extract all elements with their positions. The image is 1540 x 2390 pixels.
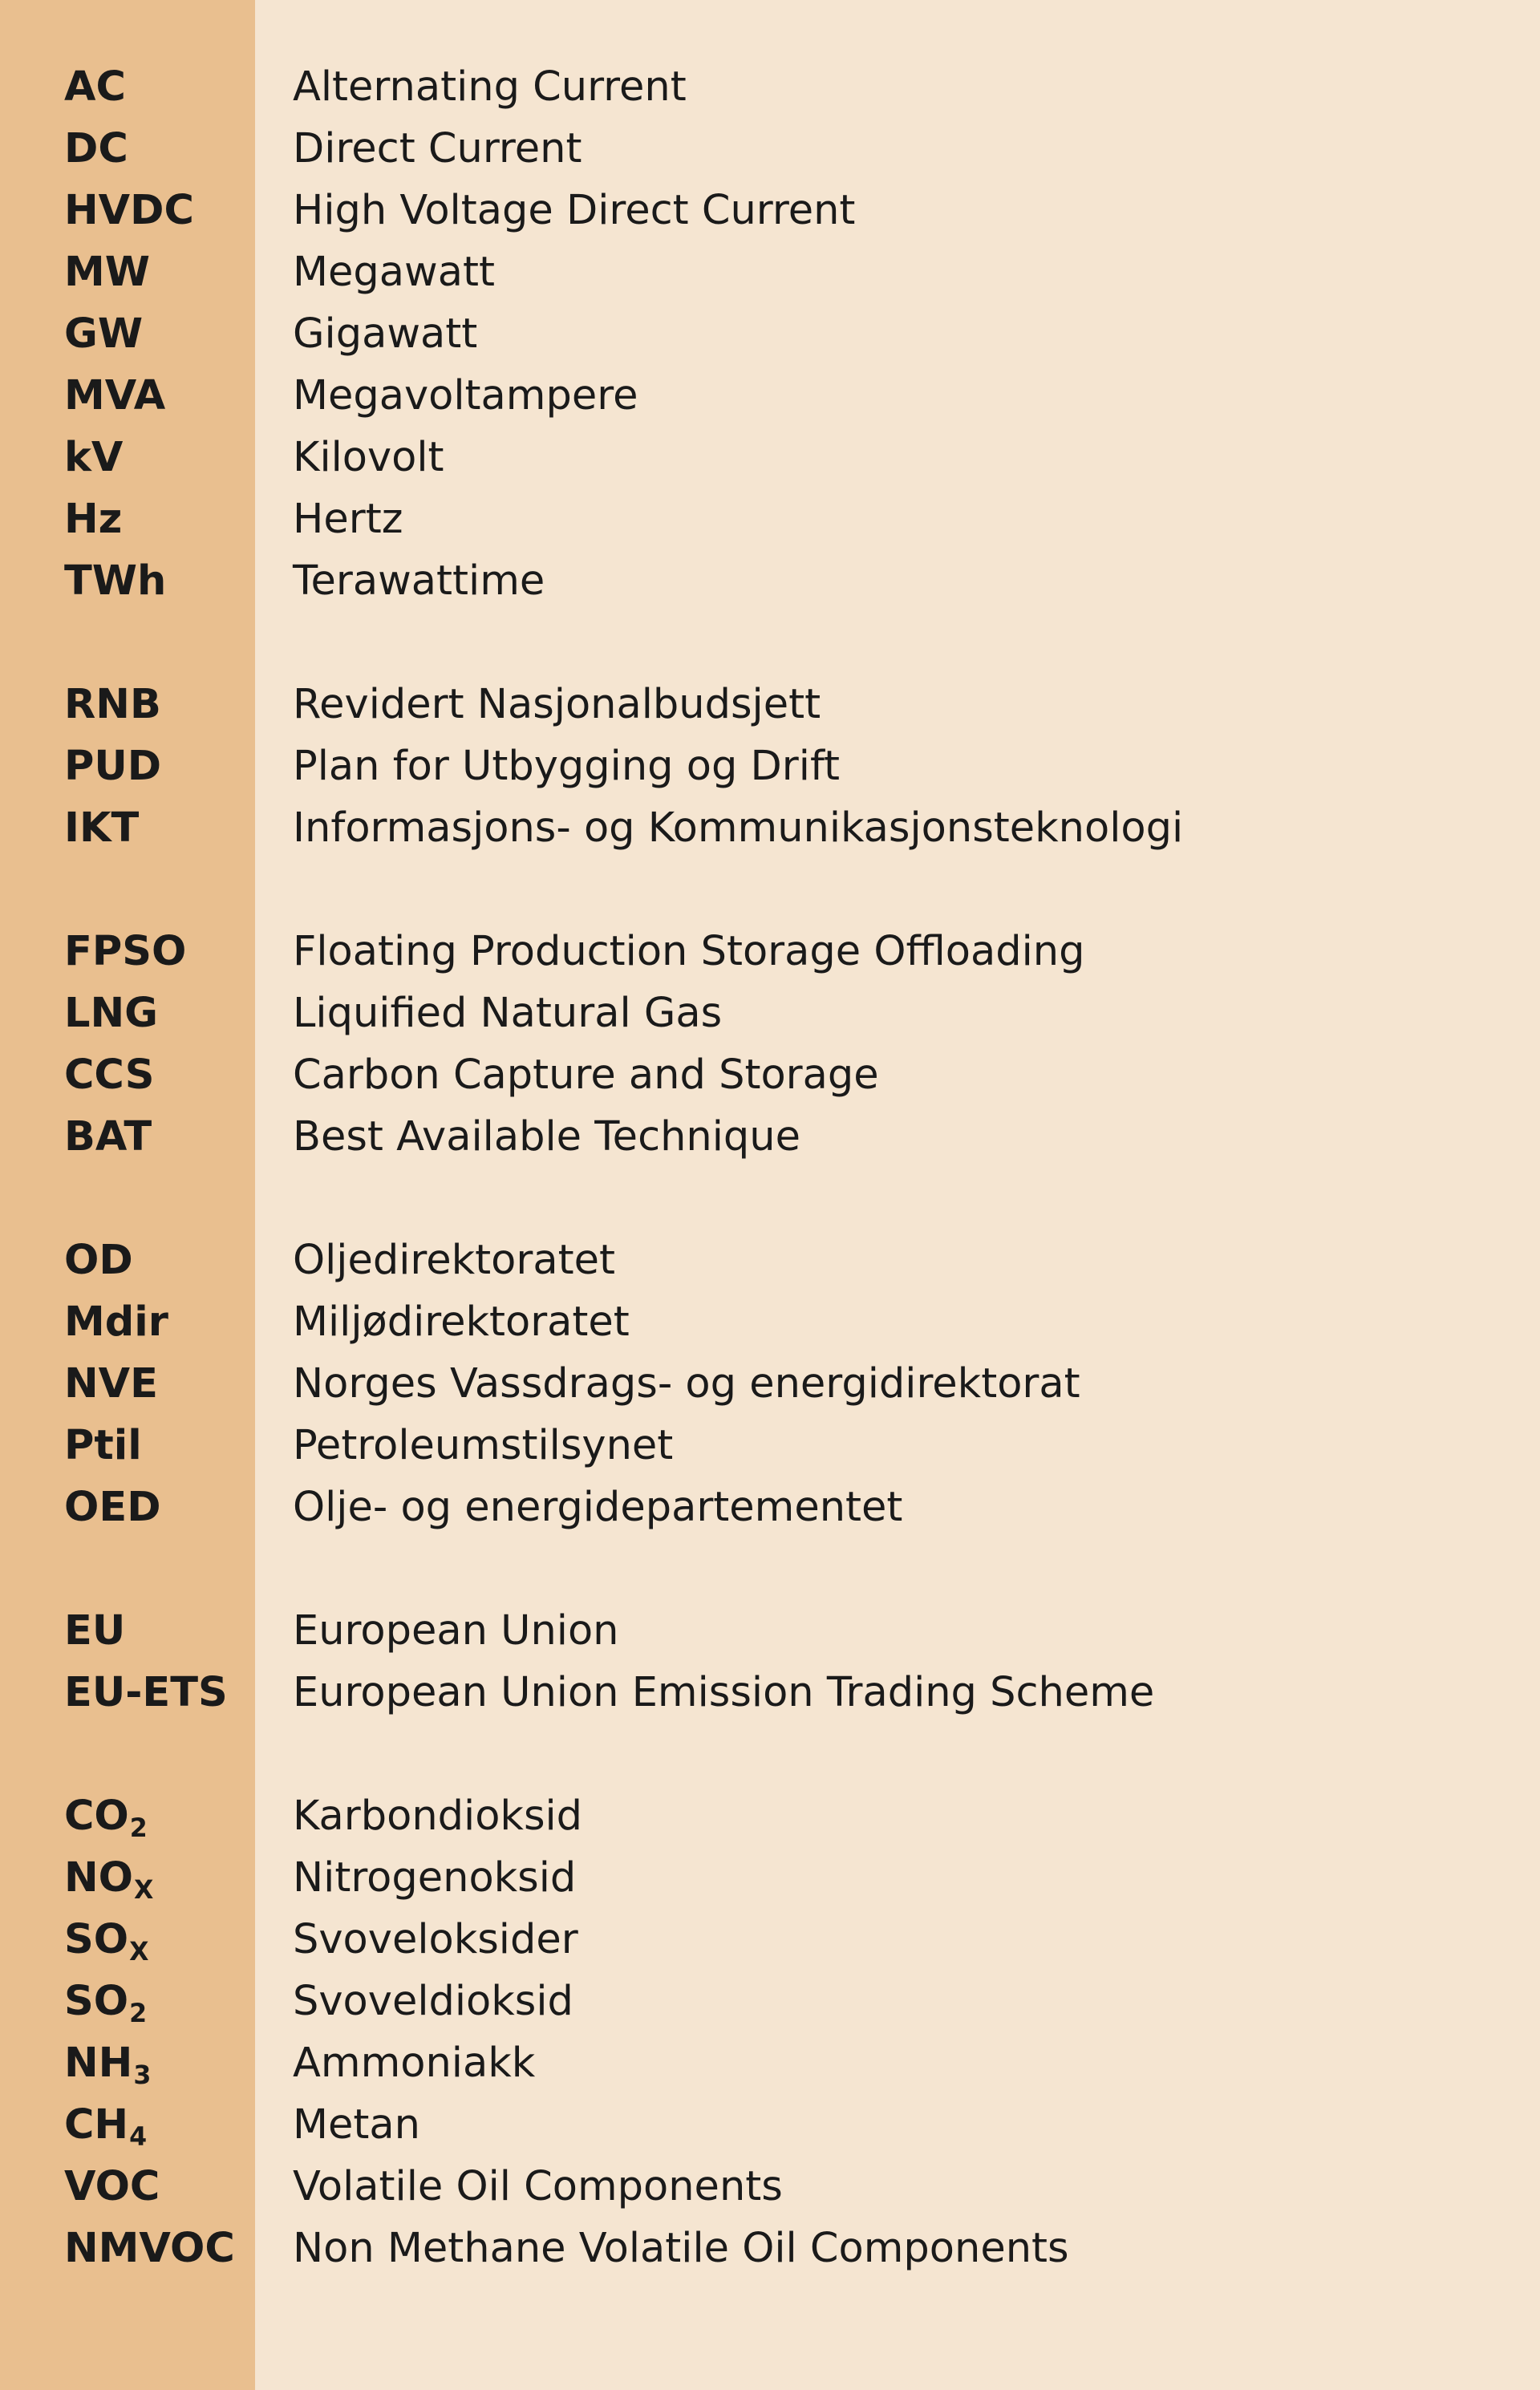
abbreviation	[64, 303, 249, 365]
glossary-entry	[0, 1971, 1540, 2032]
abbreviation	[64, 1600, 249, 1662]
abbreviation-definition: Floating Production Storage Offloading	[293, 928, 1085, 975]
abbreviation-subscript: 2	[129, 1999, 148, 2028]
abbreviation	[64, 1847, 249, 1914]
abbreviation-text: SO	[64, 1916, 129, 1963]
abbreviation-definition: Alternating Current	[293, 63, 687, 111]
abbreviation-text: Ptil	[64, 1422, 142, 1469]
abbreviation-definition: Non Methane Volatile Oil Components	[293, 2225, 1069, 2272]
abbreviation-definition: Nitrogenoksid	[293, 1854, 577, 1902]
abbreviation-definition: Olje- og energidepartementet	[293, 1484, 903, 1531]
abbreviation-text: IKT	[64, 804, 140, 852]
abbreviation	[64, 982, 249, 1044]
abbreviation-text: BAT	[64, 1113, 152, 1161]
glossary-entry	[0, 1106, 1540, 1168]
abbreviation	[64, 2094, 249, 2161]
abbreviation-text: MW	[64, 249, 151, 296]
abbreviation-definition: Liquified Natural Gas	[293, 990, 723, 1037]
abbreviation	[64, 2032, 249, 2100]
abbreviation-glossary	[0, 56, 1540, 2341]
abbreviation	[64, 1415, 249, 1477]
abbreviation-definition: Informasjons- og Kommunikasjonsteknologi	[293, 804, 1184, 852]
abbreviation-text: NO	[64, 1854, 134, 1902]
abbreviation-text: kV	[64, 434, 124, 481]
abbreviation	[64, 550, 249, 612]
abbreviation-subscript: X	[129, 1937, 149, 1967]
abbreviation	[64, 1785, 249, 1853]
glossary-group	[0, 56, 1540, 612]
abbreviation-definition: Gigawatt	[293, 310, 478, 358]
glossary-entry	[0, 982, 1540, 1044]
abbreviation	[64, 2218, 249, 2279]
abbreviation	[64, 56, 249, 118]
abbreviation-definition: Petroleumstilsynet	[293, 1422, 674, 1469]
glossary-entry	[0, 797, 1540, 859]
abbreviation	[64, 1291, 249, 1353]
abbreviation-text: RNB	[64, 681, 161, 728]
abbreviation-text: EU-ETS	[64, 1669, 228, 1716]
glossary-entry	[0, 735, 1540, 797]
abbreviation	[64, 1477, 249, 1538]
abbreviation	[64, 488, 249, 550]
abbreviation-subscript: X	[134, 1875, 154, 1905]
abbreviation-definition: Megawatt	[293, 249, 495, 296]
glossary-entry	[0, 1909, 1540, 1971]
abbreviation	[64, 118, 249, 180]
abbreviation-definition: Karbondioksid	[293, 1792, 583, 1840]
abbreviation-subscript: 3	[133, 2060, 152, 2090]
abbreviation-text: DC	[64, 125, 128, 172]
abbreviation-definition: Kilovolt	[293, 434, 444, 481]
glossary-entry	[0, 2032, 1540, 2094]
abbreviation-text: CCS	[64, 1051, 155, 1099]
abbreviation-definition: Svoveldioksid	[293, 1978, 573, 2025]
abbreviation-text: TWh	[64, 557, 167, 605]
abbreviation-subscript: 4	[129, 2122, 148, 2152]
glossary-group	[0, 921, 1540, 1168]
abbreviation	[64, 1229, 249, 1291]
abbreviation-definition: Miljødirektoratet	[293, 1298, 630, 1346]
glossary-entry	[0, 674, 1540, 735]
abbreviation-text: NH	[64, 2040, 133, 2087]
abbreviation-text: EU	[64, 1607, 126, 1655]
glossary-entry	[0, 488, 1540, 550]
abbreviation	[64, 921, 249, 982]
abbreviation	[64, 180, 249, 241]
abbreviation-definition: Revidert Nasjonalbudsjett	[293, 681, 821, 728]
abbreviation	[64, 1044, 249, 1106]
glossary-entry	[0, 1847, 1540, 1909]
glossary-entry	[0, 1662, 1540, 1724]
glossary-entry	[0, 2156, 1540, 2218]
abbreviation	[64, 1971, 249, 2038]
glossary-entry	[0, 1229, 1540, 1291]
abbreviation-text: AC	[64, 63, 126, 111]
abbreviation-definition: Svoveloksider	[293, 1916, 578, 1963]
glossary-group	[0, 674, 1540, 859]
glossary-entry	[0, 1353, 1540, 1415]
glossary-entry	[0, 427, 1540, 488]
abbreviation	[64, 1106, 249, 1168]
abbreviation-text: MVA	[64, 372, 166, 419]
glossary-entry	[0, 118, 1540, 180]
abbreviation-text: GW	[64, 310, 144, 358]
abbreviation	[64, 241, 249, 303]
glossary-entry	[0, 2218, 1540, 2279]
abbreviation	[64, 2156, 249, 2218]
glossary-group	[0, 1785, 1540, 2279]
glossary-entry	[0, 2094, 1540, 2156]
abbreviation-text: CH	[64, 2101, 129, 2149]
abbreviation-definition: Carbon Capture and Storage	[293, 1051, 879, 1099]
glossary-entry	[0, 1785, 1540, 1847]
glossary-entry	[0, 180, 1540, 241]
glossary-entry	[0, 550, 1540, 612]
abbreviation-text: CO	[64, 1792, 129, 1840]
abbreviation-text: VOC	[64, 2163, 160, 2210]
abbreviation-definition: Volatile Oil Components	[293, 2163, 783, 2210]
abbreviation-text: OED	[64, 1484, 161, 1531]
abbreviation-subscript: 2	[129, 1813, 148, 1843]
abbreviation	[64, 797, 249, 859]
glossary-entry	[0, 1291, 1540, 1353]
abbreviation-text: NMVOC	[64, 2225, 235, 2272]
abbreviation	[64, 674, 249, 735]
abbreviation	[64, 1353, 249, 1415]
abbreviation-text: OD	[64, 1237, 133, 1284]
abbreviation-definition: Ammoniakk	[293, 2040, 536, 2087]
abbreviation-text: NVE	[64, 1360, 158, 1408]
glossary-group	[0, 1229, 1540, 1538]
abbreviation-text: Hz	[64, 496, 123, 543]
glossary-entry	[0, 1600, 1540, 1662]
abbreviation-definition: Hertz	[293, 496, 403, 543]
glossary-entry	[0, 1415, 1540, 1477]
abbreviation-definition: European Union Emission Trading Scheme	[293, 1669, 1155, 1716]
glossary-group	[0, 1600, 1540, 1724]
abbreviation-definition: Best Available Technique	[293, 1113, 800, 1161]
abbreviation-definition: European Union	[293, 1607, 619, 1655]
abbreviation-text: PUD	[64, 743, 162, 790]
abbreviation-definition: Metan	[293, 2101, 420, 2149]
glossary-entry	[0, 56, 1540, 118]
abbreviation-text: SO	[64, 1978, 129, 2025]
abbreviation-text: Mdir	[64, 1298, 168, 1346]
abbreviation	[64, 1662, 249, 1724]
glossary-entry	[0, 303, 1540, 365]
abbreviation	[64, 1909, 249, 1976]
abbreviation	[64, 365, 249, 427]
abbreviation-definition: Direct Current	[293, 125, 582, 172]
abbreviation-definition: Oljedirektoratet	[293, 1237, 615, 1284]
glossary-entry	[0, 921, 1540, 982]
abbreviation	[64, 427, 249, 488]
glossary-entry	[0, 1477, 1540, 1538]
abbreviation	[64, 735, 249, 797]
abbreviation-definition: Norges Vassdrags- og energidirektorat	[293, 1360, 1080, 1408]
glossary-entry	[0, 365, 1540, 427]
glossary-entry	[0, 241, 1540, 303]
abbreviation-definition: Terawattime	[293, 557, 545, 605]
abbreviation-definition: Plan for Utbygging og Drift	[293, 743, 841, 790]
abbreviation-definition: High Voltage Direct Current	[293, 187, 856, 234]
glossary-entry	[0, 1044, 1540, 1106]
abbreviation-text: FPSO	[64, 928, 187, 975]
abbreviation-text: HVDC	[64, 187, 194, 234]
abbreviation-text: LNG	[64, 990, 159, 1037]
abbreviation-definition: Megavoltampere	[293, 372, 638, 419]
